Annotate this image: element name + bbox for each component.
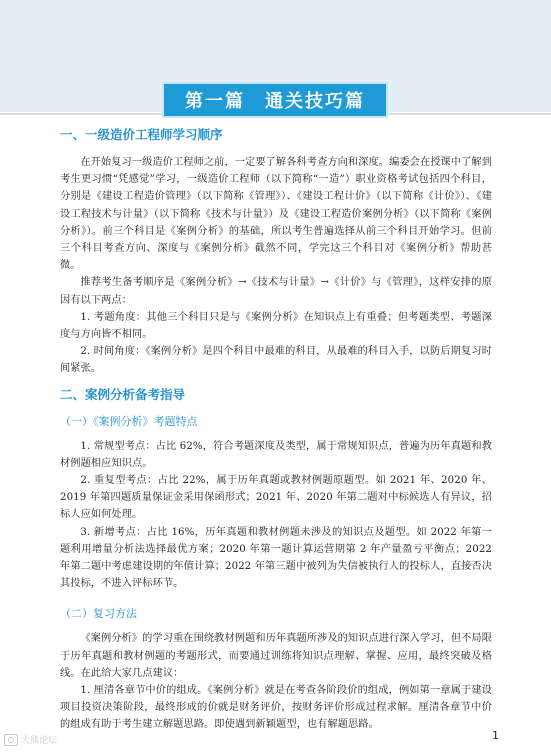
paragraph: 2. 时间角度：《案例分析》是四个科目中最难的科目，从最难的科目入手，以防后期复习时间紧张。: [60, 346, 492, 375]
page-number: 1: [492, 729, 499, 742]
camera-icon: [4, 734, 18, 746]
paragraph: 在开始复习一级造价工程师之前，一定要了解各科考查方向和深度。编委会在授课中了解到考生更习惯“凭感觉”学习，一级造价工程师（以下简称“一造”）职业资格考试包括四个科目，分别是《建设工程造价管理》（以下简称《管理》）、《建设工程计价》（以下简称《计价》）、《建设工程技术与计量》（以下简称《技术与计量》）及《建设工程造价案例分析》（以下简称《案例分析》）。前三个科目是《案例分析》的基础，所以考生普遍选择从前三个科目开始学习。但前三个科目考查方向、深度与《案例分析》截然不同，学完这三个科目对《案例分析》帮助甚微。: [60, 157, 492, 272]
section-heading-2: 二、案例分析备考指导: [60, 386, 186, 402]
paragraph: 3. 新增考点：占比 16%，历年真题和教材例题未涉及的知识点及题型。如 2022 年第一题利用增量分析法选择最优方案；2020 年第一题计算运营期第 2 年产量盈亏平衡点；2022 年第二题中考虑建设期的年值计算；2022 年第三题中被列为失信被执行人的投标人，直接否决其投标，不进入评标环节。: [60, 526, 492, 590]
paragraph: 《案例分析》的学习重在围绕教材例题和历年真题所涉及的知识点进行深入学习，但不局限于历年真题和教材例题的考题形式，而要通过训练将知识点理解、掌握、应用，最终突破及格线。在此给大家几点建议：: [60, 633, 492, 679]
watermark-text: 大熊论坛: [21, 736, 58, 746]
subsection-heading-2: （二）复习方法: [60, 607, 137, 621]
paragraph: 1. 常规型考点：占比 62%，符合考题深度及类型，属于常规知识点，普遍为历年真题和教材例题相应知识点。: [60, 440, 492, 469]
watermark: [4, 733, 57, 746]
paragraph: 1. 厘清各章节中价的组成。《案例分析》就是在考查各阶段价的组成，例如第一章属于建设项目投资决策阶段，最终形成的价就是财务评价，按财务评价形成过程求解。厘清各章节中价的组成有助于考生建立解题思路。即使遇到新颖题型，也有解题思路。: [60, 685, 492, 731]
subsection-heading-1: （一）《案例分析》考题特点: [60, 414, 198, 428]
paragraph: 1. 考题角度：其他三个科目只是与《案例分析》在知识点上有重叠；但考题类型、考题深度与方向皆不相同。: [60, 311, 492, 341]
section-heading-1: 一、一级造价工程师学习顺序: [60, 127, 223, 142]
paragraph: 2. 重复型考点：占比 22%，属于历年真题或教材例题原题型。如 2021 年、2020 年、2019 年第四题质量保证金采用保函形式；2021 年、2020 年第二题对中标候选人有异议，招标人应如何处理。: [60, 475, 492, 521]
part-title: 第一篇 通关技巧篇: [162, 82, 388, 118]
page-content: [60, 126, 492, 734]
paragraph: 推荐考生备考顺序是《案例分析》→《技术与计量》→《计价》与《管理》，这样安排的原因有以下两点：: [60, 277, 492, 306]
